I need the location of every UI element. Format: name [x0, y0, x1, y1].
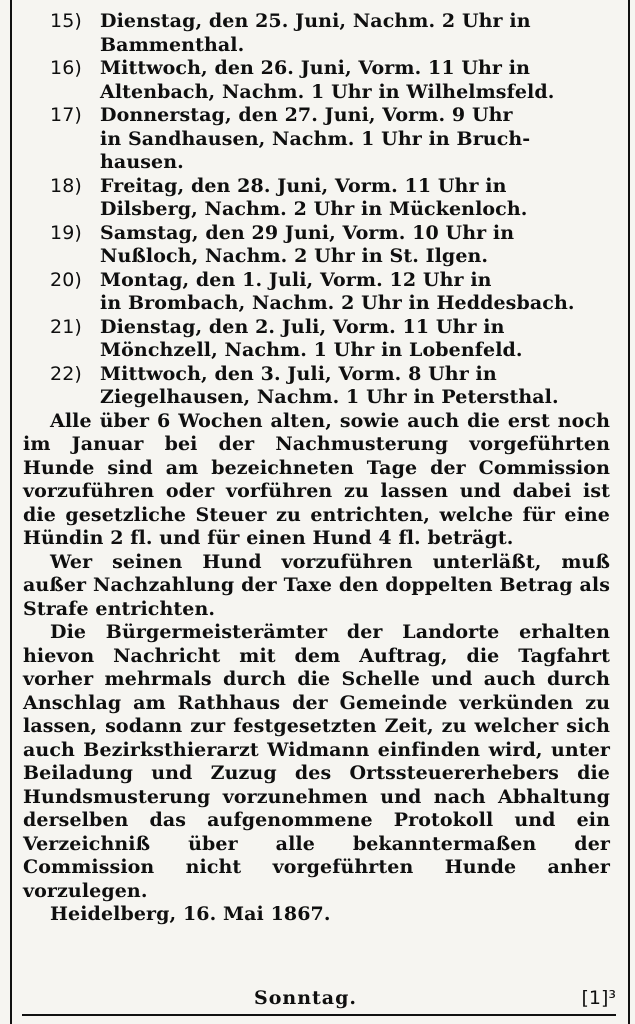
- bottom-rule: [22, 1014, 616, 1016]
- entry-line: Donnerstag, den 27. Juni, Vorm. 9 Uhr: [100, 104, 513, 126]
- paragraph-presentation: Alle über 6 Wochen alten, sowie auch die erst noch im Januar bei der Nachmusterung vorgeführten Hunde sind am bezeichneten Tage der Commission vorzuführen oder vorführen zu lassen und dabei ist die gesetzliche Steuer zu entrichten, welche für eine Hündin 2 fl. und für einen Hund 4 fl. beträgt.: [23, 409, 610, 549]
- entry-number: 19): [50, 221, 82, 244]
- entry-line: Mönchzell, Nachm. 1 Uhr in Lobenfeld.: [100, 339, 523, 361]
- entry-number: 22): [50, 362, 82, 385]
- entry-line: Dilsberg, Nachm. 2 Uhr in Mückenloch.: [100, 198, 528, 220]
- entry-line: Dienstag, den 25. Juni, Nachm. 2 Uhr in: [100, 10, 531, 32]
- schedule-entry-20: [50, 269, 610, 316]
- schedule-entry-22: [50, 363, 610, 410]
- entry-line: Ziegelhausen, Nachm. 1 Uhr in Petersthal.: [100, 386, 559, 408]
- entry-line: hausen.: [100, 151, 184, 173]
- schedule-entry-21: [50, 316, 610, 363]
- schedule-entry-17: [50, 104, 610, 175]
- right-column-rule: [628, 0, 630, 1024]
- place-and-date: Heidelberg, 16. Mai 1867.: [50, 903, 331, 925]
- insertion-marker: [1]³: [581, 987, 616, 1009]
- signature: Sonntag.: [254, 987, 358, 1009]
- paragraph-mayors-instructions: Die Bürgermeisterämter der Landorte erhalten hievon Nachricht mit dem Auftrag, die Tagfahrt vorher mehrmals durch die Schelle und auch durch Anschlag am Rathhaus der Gemeinde verkünden zu lassen, sodann zur festgesetzten Zeit, zu welcher sich auch Bezirksthierarzt Widmann einfinden wird, unter Beiladung und Zuzug des Ortssteuererhebers die Hundsmusterung vorzunehmen und nach Abhaltung derselben das aufgenommene Protokoll und ein Verzeichniß über alle bekanntermaßen der Commission nicht vorgeführten Hunde anher vorzulegen.: [23, 621, 610, 902]
- schedule-entry-19: [50, 222, 610, 269]
- schedule-entry-18: [50, 175, 610, 222]
- entry-line: in Brombach, Nachm. 2 Uhr in Heddesbach.: [100, 292, 575, 314]
- entry-number: 15): [50, 10, 82, 32]
- entry-number: 16): [50, 57, 82, 79]
- left-column-rule: [10, 0, 12, 1024]
- entry-number: 18): [50, 174, 82, 197]
- signature-row: [22, 987, 616, 1011]
- entry-line: Montag, den 1. Juli, Vorm. 12 Uhr in: [100, 268, 492, 291]
- schedule-entry-15: [50, 10, 610, 57]
- schedule-entry-16: [50, 57, 610, 104]
- entry-line: Mittwoch, den 26. Juni, Vorm. 11 Uhr in: [100, 57, 530, 79]
- entry-line: Nußloch, Nachm. 2 Uhr in St. Ilgen.: [100, 245, 489, 267]
- entry-line: Altenbach, Nachm. 1 Uhr in Wilhelmsfeld.: [100, 80, 555, 103]
- entry-line: Dienstag, den 2. Juli, Vorm. 11 Uhr in: [100, 315, 505, 338]
- entry-number: 21): [50, 315, 82, 338]
- entry-line: Freitag, den 28. Juni, Vorm. 11 Uhr in: [100, 174, 507, 197]
- entry-line: in Sandhausen, Nachm. 1 Uhr in Bruch-: [100, 127, 531, 150]
- entry-number: 17): [50, 104, 82, 126]
- entry-number: 20): [50, 268, 82, 291]
- entry-line: Mittwoch, den 3. Juli, Vorm. 8 Uhr in: [100, 362, 497, 385]
- notice-body: [23, 10, 610, 927]
- entry-line: Bammenthal.: [100, 33, 245, 56]
- paragraph-penalty: Wer seinen Hund vorzuführen unterläßt, muß außer Nachzahlung der Taxe den doppelten Betrag als Strafe entrichten.: [23, 550, 610, 620]
- entry-line: Samstag, den 29 Juni, Vorm. 10 Uhr in: [100, 221, 515, 244]
